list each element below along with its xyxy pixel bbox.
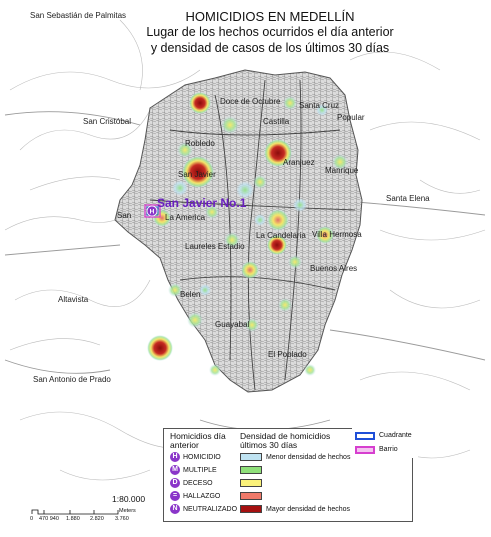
label-guayabal: Guayabal (215, 320, 250, 329)
map-subtitle-line2: y densidad de casos de los últimos 30 días (150, 41, 390, 55)
boundary-legend (352, 428, 418, 458)
label-villa-hermosa: Villa Hermosa (312, 230, 362, 239)
density-label-min: Menor densidad de hechos (266, 454, 351, 461)
scale-unit: Meters (119, 508, 136, 514)
label-castilla: Castilla (263, 117, 290, 126)
legend-incidents-heading: Homicidios día anterior (170, 431, 226, 450)
legend-homicidio-label: HOMICIDIO (183, 454, 221, 461)
scale-tick-3: 2.820 (90, 516, 104, 522)
legend-density-heading: Densidad de homicidios últimos 30 días (240, 431, 331, 450)
legend-hallazgo-label: HALLAZGO (183, 493, 221, 500)
deceso-icon: D (170, 478, 180, 488)
barrio-label: Barrio (379, 446, 398, 453)
barrio-swatch (355, 446, 375, 454)
density-swatch-5 (240, 505, 262, 513)
cuadrante-label: Cuadrante (379, 432, 412, 439)
density-swatch-1 (240, 453, 262, 461)
scale-tick-4: 3.760 (115, 516, 129, 522)
label-san-javier: San Javier (178, 170, 216, 179)
label-aranjuez: Aranjuez (283, 158, 315, 167)
label-buenos-aires: Buenos Aires (310, 264, 358, 273)
scale-bar (30, 494, 160, 524)
label-doce-de-octubre: Doce de Octubre (220, 97, 281, 106)
homicidio-icon: H (170, 452, 180, 462)
scale-ratio: 1:80.000 (112, 494, 146, 504)
cuadrante-swatch (355, 432, 375, 440)
label-san-javier-no1: San Javier No.1 (157, 196, 247, 210)
label-robledo: Robledo (185, 139, 215, 148)
homicidio-marker[interactable] (147, 206, 157, 216)
scale-tick-0: 0 (30, 516, 34, 522)
label-santa-cruz: Santa Cruz (299, 101, 340, 110)
density-swatch-3 (240, 479, 262, 487)
hallazgo-icon: = (170, 491, 180, 501)
scale-tick-1: 470 940 (39, 516, 59, 522)
label-belen: Belen (180, 290, 201, 299)
label-la-america: La America (165, 213, 206, 222)
label-san: San (117, 211, 132, 220)
multiple-icon: M (170, 465, 180, 475)
scale-tick-2: 1.880 (66, 516, 80, 522)
density-label-max: Mayor densidad de hechos (266, 506, 351, 513)
label-popular: Popular (337, 113, 365, 122)
label-manrique: Manrique (325, 166, 359, 175)
label-laureles-estadio: Laureles Estadio (185, 242, 245, 251)
legend-multiple-label: MULTIPLE (183, 467, 217, 474)
label-santa-elena: Santa Elena (386, 194, 430, 203)
label-san-sebastian: San Sebastián de Palmitas (30, 11, 127, 20)
density-swatch-2 (240, 466, 262, 474)
map-subtitle-line1: Lugar de los hechos ocurridos el día anterior (146, 25, 394, 39)
density-swatch-4 (240, 492, 262, 500)
label-san-cristobal: San Cristóbal (83, 117, 132, 126)
neutralizado-icon: N (170, 504, 180, 514)
legend-neutralizado-label: NEUTRALIZADO (183, 506, 238, 513)
label-la-candelaria: La Candelaria (256, 231, 306, 240)
label-el-poblado: El Poblado (268, 350, 307, 359)
legend-deceso-label: DECESO (183, 480, 213, 487)
label-san-antonio-de-prado: San Antonio de Prado (33, 375, 111, 384)
svg-text:H: H (149, 208, 155, 216)
label-altavista: Altavista (58, 295, 89, 304)
map-title: HOMICIDIOS EN MEDELLÍN (185, 9, 355, 24)
